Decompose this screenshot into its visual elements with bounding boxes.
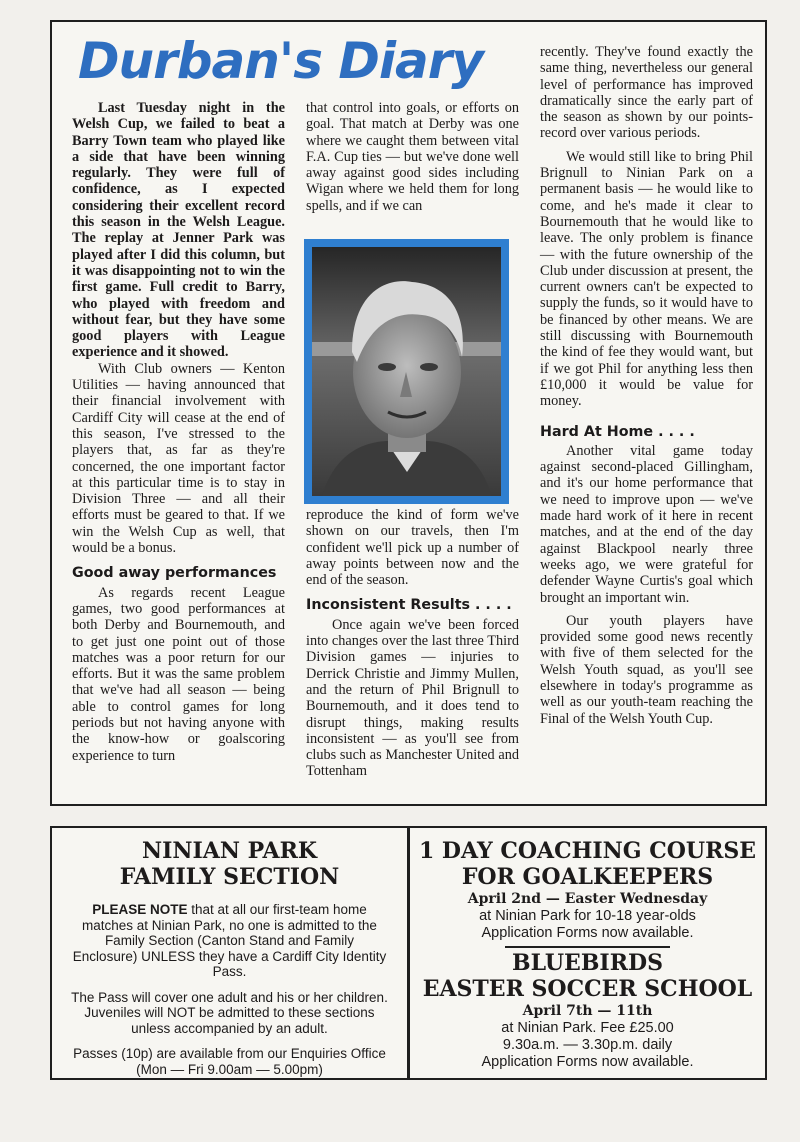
paragraph: Once again we've been forced into changes over the last three Third Division games — injuries to Derrick Christie and Jimmy Mullen, and the return of Phil Brignull to Bournemouth, and it does tend to disrupt things, making results inconsistent — as you'll see from clubs such as Manchester United and Tottenham	[306, 616, 519, 780]
ad-title: NINIAN PARK	[141, 838, 318, 864]
coaching-title: 1 DAY COACHING COURSE	[418, 838, 757, 864]
family-section-ad	[50, 826, 409, 1080]
school-venue: at Ninian Park. Fee £25.00	[501, 1020, 674, 1036]
divider	[505, 946, 670, 948]
section-heading: Good away performances	[72, 565, 277, 582]
column-1	[72, 100, 285, 764]
paragraph: As regards recent League games, two good performances at both Derby and Bournemouth, and to get just one point out of those matches was a poor return for our efforts. But it was the same problem that we've had all season — being able to control games for long periods but not having anyone with the know-how or goalscoring experience to turn	[72, 584, 285, 764]
coaching-forms: Application Forms now available.	[481, 925, 694, 941]
coaching-title: FOR GOALKEEPERS	[461, 864, 714, 890]
section-heading: Inconsistent Results . . . .	[306, 597, 512, 614]
coaching-date: April 2nd — Easter Wednesday	[467, 891, 708, 907]
school-date: April 7th — 11th	[522, 1003, 653, 1019]
school-title: BLUEBIRDS	[512, 950, 663, 976]
school-title: EASTER SOCCER SCHOOL	[422, 976, 753, 1002]
school-times: 9.30a.m. — 3.30p.m. daily	[502, 1037, 673, 1053]
column-3	[540, 44, 753, 727]
coaching-venue: at Ninian Park for 10-18 year-olds	[479, 908, 696, 924]
ad-title: FAMILY SECTION	[119, 864, 340, 890]
page-title: Durban's Diary	[78, 32, 483, 90]
paragraph: Our youth players have provided some good news recently with five of them selected for the Welsh Youth squad, as you'll see elsewhere in today's programme as well as our youth-team reaching the Final of the Welsh Youth Cup.	[540, 612, 753, 727]
column-2-bottom	[306, 507, 519, 780]
note-text: that at all our first-team home matches at Ninian Park, no one is admitted to the Family Section (Canton Stand and Family Enclosure) UNLESS they have a Cardiff City Identity Pass.	[72, 902, 387, 979]
note-label: PLEASE NOTE	[92, 902, 188, 917]
column-2-top	[306, 100, 519, 214]
paragraph: that control into goals, or efforts on goal. That match at Derby was one where we caught them between vital F.A. Cup ties — but we've done well away against good sides including Wigan where we held them for long spells, and if we can	[306, 100, 519, 214]
paragraph: reproduce the kind of form we've shown on our travels, then I'm confident we'll pick up a number of away points between now and the end of the season.	[306, 507, 519, 589]
passes-text: Passes (10p) are available from our Enquiries Office (Mon — Fri 9.00am — 5.00pm)	[73, 1046, 386, 1077]
portrait-image	[312, 247, 501, 496]
paragraph: recently. They've found exactly the same thing, nevertheless our general level of performance has improved dramatically since the early part of the season as shown by our points-record over various periods.	[540, 44, 753, 142]
paragraph: We would still like to bring Phil Brignull to Ninian Park on a permanent basis — he would like to come, and he's made it clear to Bournemouth that he would like to leave. The only problem is finance — with the future ownership of the Club under discussion at present, the current owners can't be expected to supply the funds, so it would have to be financed by other means. We are still discussing with Bournemouth the kind of fee they would want, but if we got Phil for anything less then £10,000 it would be value for money.	[540, 148, 753, 410]
paragraph: With Club owners — Kenton Utilities — having announced that their financial involvement with Cardiff City will cease at the end of this season, I've stressed to the players that, as far as they're concerned, the one important factor at this particular time is to stay in Division Three — and all their efforts must be geared to that. If we win the Welsh Cup as well, that would be a bonus.	[72, 360, 285, 557]
school-forms: Application Forms now available.	[481, 1054, 694, 1070]
lead-paragraph: Last Tuesday night in the Welsh Cup, we failed to beat a Barry Town team who played like a side that have been winning regularly. They were full of confidence, as I expected considering their excellent record this season in the Welsh League. The replay at Jenner Park was played after I did this column, but it was disappointing not to win the first game. Full credit to Barry, who played with freedom and without fear, but they have some good players with League experience and it showed.	[72, 100, 285, 361]
paragraph: Another vital game today against second-placed Gillingham, and it's our home performance that we need to improve upon — we've made hard work of it here in recent matches, and at the end of the day against Blackpool nearly three weeks ago, we were grateful for defender Wayne Curtis's goal which brought an important win.	[540, 442, 753, 606]
manager-photo	[304, 239, 509, 504]
section-heading: Hard At Home . . . .	[540, 423, 695, 440]
coaching-ad	[408, 826, 767, 1080]
pass-text: The Pass will cover one adult and his or her children. Juveniles will NOT be admitted to these sections unless accompanied by an adult.	[71, 989, 388, 1036]
